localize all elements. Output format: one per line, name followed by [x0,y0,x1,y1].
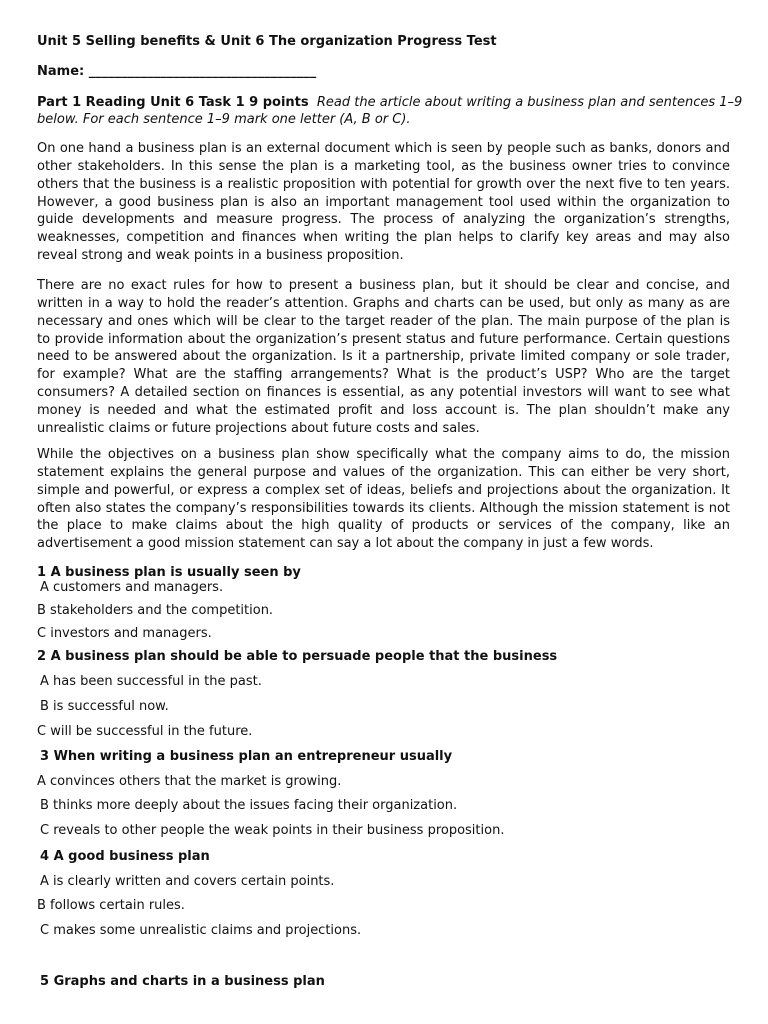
question-3-stem: 3 When writing a business plan an entrepreneur usually [40,749,453,764]
question-1-option-a: A customers and managers. [40,580,224,595]
question-4-stem: 4 A good business plan [40,849,210,864]
part1-heading-line [37,94,742,112]
part1-instruction-line2: below. For each sentence 1–9 mark one letter (A, B or C). [37,112,411,127]
question-4-option-a: A is clearly written and covers certain points. [40,874,335,889]
question-3-option-b: B thinks more deeply about the issues facing their organization. [40,798,458,813]
question-1-option-c: C investors and managers. [37,626,212,641]
part1-instruction-line1: Read the article about writing a business plan and sentences 1–9 [316,95,743,110]
question-2-option-c: C will be successful in the future. [37,724,253,739]
question-3-option-a: A convinces others that the market is growing. [37,774,342,789]
article-paragraph-3: While the objectives on a business plan show specifically what the company aims to do, the mission statement explains the general purpose and values of the organization. This can either be very short, simple and powerful, or express a complex set of ideas, beliefs and projections about the organization. It often also states the company’s responsibilities towards its clients. Although the mission statement is not the place to make claims about the high quality of products or services of the company, like an advertisement a good mission statement can say a lot about the company in just a few words. [37,447,730,552]
question-5-stem: 5 Graphs and charts in a business plan [40,974,325,989]
question-2-option-a: A has been successful in the past. [40,674,262,689]
question-2-stem: 2 A business plan should be able to persuade people that the business [37,649,558,664]
question-4-option-c: C makes some unrealistic claims and projections. [40,923,362,938]
article-paragraph-1: On one hand a business plan is an external document which is seen by people such as banks, donors and other stakeholders. In this sense the plan is a marketing tool, as the business owner tries to convince others that the business is a realistic proposition with potential for growth over the next five to ten years. However, a good business plan is also an important management tool used within the organization to guide developments and measure progress. The process of analyzing the organization’s strengths, weaknesses, competition and finances when writing the plan helps to clarify key areas and may also reveal strong and weak points in a business proposition. [37,141,730,264]
part1-heading: Part 1 Reading Unit 6 Task 1 9 points [37,95,309,110]
article-paragraph-2: There are no exact rules for how to present a business plan, but it should be clear and concise, and written in a way to hold the reader’s attention. Graphs and charts can be used, but only as many as are necessary and ones which will be clear to the target reader of the plan. The main purpose of the plan is to provide information about the organization’s present status and future performance. Certain questions need to be answered about the organization. Is it a partnership, private limited company or sole trader, for example? What are the staffing arrangements? What is the product’s USP? Who are the target consumers? A detailed section on finances is essential, as any potential investors will want to see what money is needed and what the estimated profit and loss account is. The plan shouldn’t make any unrealistic claims or future projections about future costs and sales. [37,278,730,436]
question-2-option-b: B is successful now. [40,699,169,714]
question-1-option-b: B stakeholders and the competition. [37,603,274,618]
question-3-option-c: C reveals to other people the weak points in their business proposition. [40,823,505,838]
question-4-option-b: B follows certain rules. [37,898,185,913]
test-title: Unit 5 Selling benefits & Unit 6 The organization Progress Test [37,34,497,49]
name-field-label: Name: ___________________________________ [37,64,317,79]
question-1-stem: 1 A business plan is usually seen by [37,565,301,580]
